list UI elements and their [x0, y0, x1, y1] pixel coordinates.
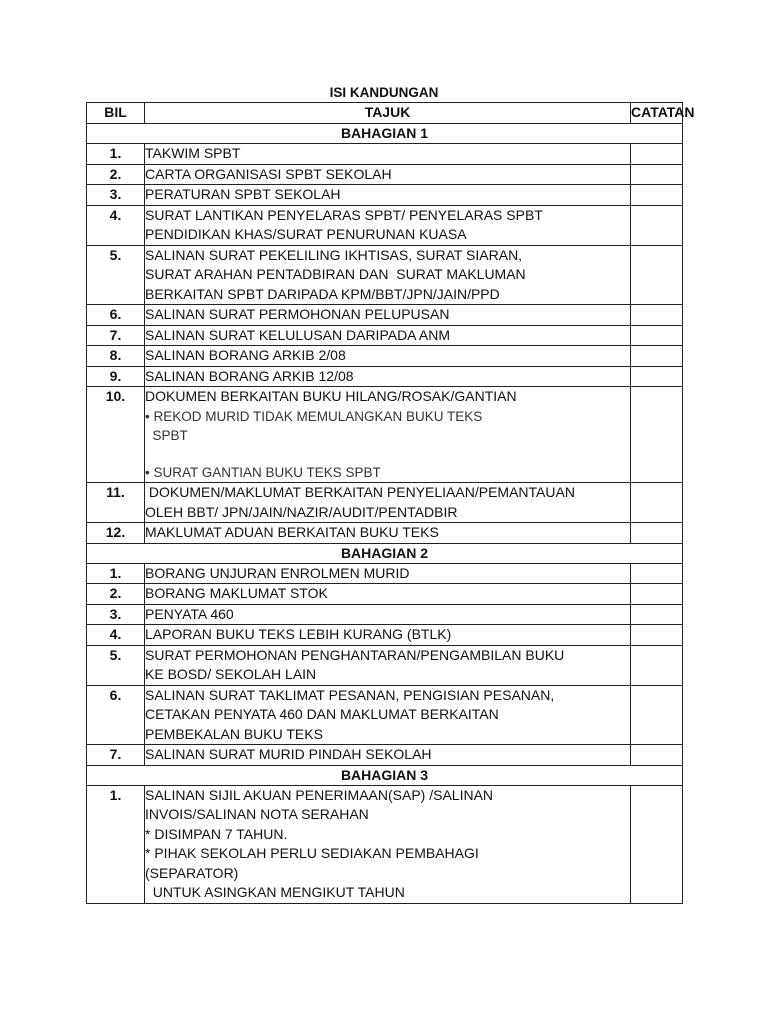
table-row	[87, 144, 683, 165]
header-catatan: CATATAN	[631, 103, 683, 124]
row-title	[145, 483, 631, 523]
row-catatan	[631, 366, 683, 387]
row-number: 11.	[87, 483, 145, 523]
row-catatan	[631, 325, 683, 346]
row-number: 12.	[87, 523, 145, 544]
section-heading: BAHAGIAN 2	[87, 543, 683, 563]
row-title	[145, 745, 631, 766]
table-row	[87, 185, 683, 206]
title-line: KE BOSD/ SEKOLAH LAIN	[145, 666, 317, 682]
title-line: BERKAITAN SPBT DARIPADA KPM/BBT/JPN/JAIN/PPD	[145, 285, 500, 302]
table-row	[87, 645, 683, 685]
table-row	[87, 685, 683, 745]
row-catatan	[631, 144, 683, 165]
row-title	[145, 523, 631, 544]
row-title	[145, 387, 631, 483]
title-line: BORANG UNJURAN ENROLMEN MURID	[145, 564, 410, 581]
row-catatan	[631, 346, 683, 367]
title-line: SALINAN SIJIL AKUAN PENERIMAAN(SAP) /SALINAN	[145, 786, 494, 803]
row-catatan	[631, 205, 683, 245]
title-line: (SEPARATOR)	[145, 864, 239, 881]
row-catatan	[631, 305, 683, 326]
table-row	[87, 366, 683, 387]
row-number: 1.	[87, 563, 145, 584]
table-row	[87, 604, 683, 625]
row-title	[145, 604, 631, 625]
title-line: CARTA ORGANISASI SPBT SEKOLAH	[145, 165, 392, 182]
row-number: 1.	[87, 785, 145, 903]
title-line: * PIHAK SEKOLAH PERLU SEDIAKAN PEMBAHAGI	[145, 845, 479, 861]
row-title	[145, 245, 631, 305]
row-catatan	[631, 387, 683, 483]
row-title	[145, 685, 631, 745]
row-catatan	[631, 483, 683, 523]
title-line: SALINAN SURAT MURID PINDAH SEKOLAH	[145, 746, 432, 762]
row-title	[145, 785, 631, 903]
row-number: 2.	[87, 584, 145, 605]
table-row	[87, 205, 683, 245]
title-line: PERATURAN SPBT SEKOLAH	[145, 186, 341, 202]
header-tajuk: TAJUK	[145, 103, 631, 124]
table-row	[87, 625, 683, 646]
row-number: 7.	[87, 325, 145, 346]
bullet-item: • SURAT GANTIAN BUKU TEKS SPBT	[145, 464, 381, 480]
row-catatan	[631, 785, 683, 903]
table-row	[87, 563, 683, 584]
row-catatan	[631, 645, 683, 685]
title-line: * DISIMPAN 7 TAHUN.	[145, 825, 288, 842]
row-catatan	[631, 164, 683, 185]
table-row	[87, 483, 683, 523]
title-line: LAPORAN BUKU TEKS LEBIH KURANG (BTLK)	[145, 626, 452, 642]
row-catatan	[631, 745, 683, 766]
row-number: 7.	[87, 745, 145, 766]
row-number: 3.	[87, 604, 145, 625]
bullet-item: • REKOD MURID TIDAK MEMULANGKAN BUKU TEKS	[145, 408, 483, 424]
row-number: 6.	[87, 685, 145, 745]
row-title	[145, 645, 631, 685]
bullet-gap	[145, 446, 630, 463]
title-line: SALINAN SURAT KELULUSAN DARIPADA ANM	[145, 326, 450, 343]
title-line: SALINAN BORANG ARKIB 2/08	[145, 347, 346, 363]
row-number: 4.	[87, 625, 145, 646]
row-number: 4.	[87, 205, 145, 245]
row-catatan	[631, 523, 683, 544]
title-line: BORANG MAKLUMAT STOK	[145, 585, 328, 601]
section-row	[87, 124, 683, 144]
title-line: SALINAN SURAT PERMOHONAN PELUPUSAN	[145, 306, 450, 322]
title-line: MAKLUMAT ADUAN BERKAITAN BUKU TEKS	[145, 524, 439, 540]
title-line: SURAT ARAHAN PENTADBIRAN DAN SURAT MAKLUMAN	[145, 266, 526, 282]
row-catatan	[631, 563, 683, 584]
title-line: SALINAN SURAT PEKELILING IKHTISAS, SURAT SIARAN,	[145, 246, 523, 263]
row-number: 1.	[87, 144, 145, 165]
row-title	[145, 584, 631, 605]
document-title: ISI KANDUNGAN	[329, 85, 439, 100]
row-catatan	[631, 604, 683, 625]
row-number: 3.	[87, 185, 145, 206]
title-line: PEMBEKALAN BUKU TEKS	[145, 725, 323, 742]
table-row	[87, 523, 683, 544]
table-row	[87, 387, 683, 483]
bullet-item: SPBT	[145, 428, 188, 443]
row-title	[145, 144, 631, 165]
row-title	[145, 366, 631, 387]
section-row	[87, 765, 683, 785]
row-title	[145, 346, 631, 367]
row-number: 10.	[87, 387, 145, 483]
row-title	[145, 325, 631, 346]
section-heading: BAHAGIAN 3	[87, 765, 683, 785]
title-line: SURAT LANTIKAN PENYELARAS SPBT/ PENYELARAS SPBT	[145, 206, 543, 223]
title-line: SALINAN SURAT TAKLIMAT PESANAN, PENGISIAN PESANAN,	[145, 686, 555, 703]
table-row	[87, 584, 683, 605]
table-row	[87, 745, 683, 766]
row-title	[145, 205, 631, 245]
title-line: DOKUMEN BERKAITAN BUKU HILANG/ROSAK/GANTIAN	[145, 388, 517, 404]
row-catatan	[631, 185, 683, 206]
title-line: OLEH BBT/ JPN/JAIN/NAZIR/AUDIT/PENTADBIR	[145, 503, 458, 520]
row-catatan	[631, 625, 683, 646]
row-catatan	[631, 584, 683, 605]
table-row	[87, 325, 683, 346]
title-line: DOKUMEN/MAKLUMAT BERKAITAN PENYELIAAN/PEMANTAUAN	[145, 484, 575, 500]
row-title	[145, 625, 631, 646]
row-title	[145, 305, 631, 326]
row-number: 9.	[87, 366, 145, 387]
table-row	[87, 785, 683, 903]
row-number: 8.	[87, 346, 145, 367]
title-line: PENYATA 460	[145, 605, 234, 622]
row-catatan	[631, 245, 683, 305]
header-row	[87, 103, 683, 124]
contents-table	[86, 102, 695, 904]
table-row	[87, 164, 683, 185]
table-row	[87, 346, 683, 367]
row-title	[145, 185, 631, 206]
header-bil: BIL	[87, 103, 145, 124]
table-row	[87, 305, 683, 326]
title-line: CETAKAN PENYATA 460 DAN MAKLUMAT BERKAITAN	[145, 706, 499, 722]
row-title	[145, 164, 631, 185]
title-line: TAKWIM SPBT	[145, 145, 241, 161]
row-title	[145, 563, 631, 584]
title-line: UNTUK ASINGKAN MENGIKUT TAHUN	[145, 884, 405, 900]
row-number: 5.	[87, 645, 145, 685]
section-row	[87, 543, 683, 563]
title-line: INVOIS/SALINAN NOTA SERAHAN	[145, 806, 369, 822]
table-row	[87, 245, 683, 305]
row-number: 6.	[87, 305, 145, 326]
row-catatan	[631, 685, 683, 745]
title-line: SURAT PERMOHONAN PENGHANTARAN/PENGAMBILAN BUKU	[145, 646, 565, 663]
title-line: PENDIDIKAN KHAS/SURAT PENURUNAN KUASA	[145, 226, 467, 242]
section-heading: BAHAGIAN 1	[87, 124, 683, 144]
row-number: 2.	[87, 164, 145, 185]
row-number: 5.	[87, 245, 145, 305]
title-line: SALINAN BORANG ARKIB 12/08	[145, 367, 354, 384]
